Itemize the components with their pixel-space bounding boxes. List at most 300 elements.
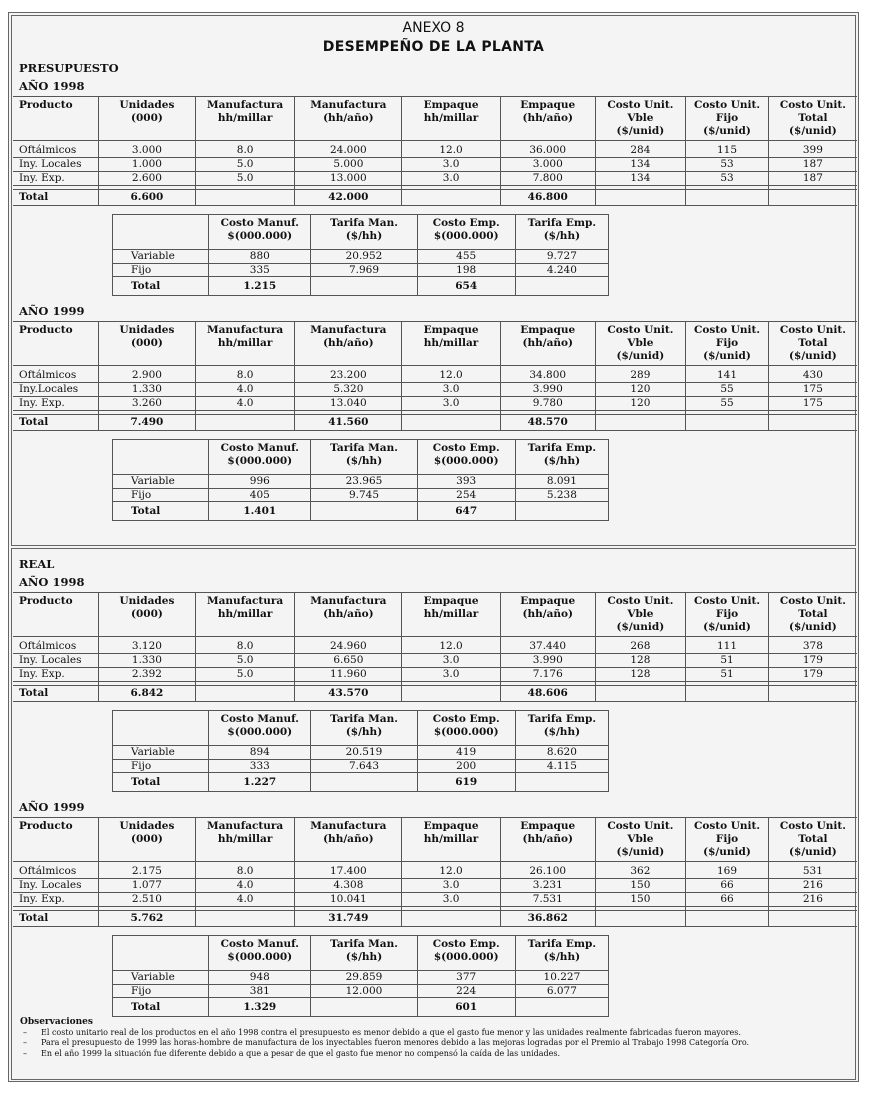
cost-column-header: Costo Emp. $(000.000) (417, 215, 515, 250)
table-cell: 120 (595, 397, 686, 411)
table-cell: 51 (686, 654, 769, 668)
cost-total-cell: 1.401 (209, 502, 311, 521)
section-label: PRESUPUESTO (19, 61, 119, 75)
column-header: Empaque (hh/año) (500, 97, 595, 141)
table-cell: 3.0 (402, 397, 501, 411)
table-cell: 141 (686, 369, 769, 383)
cost-table (112, 439, 609, 521)
column-header: Unidades (000) (99, 322, 196, 366)
table-cell: 24.000 (295, 144, 402, 158)
table-cell: 12.0 (402, 144, 501, 158)
cost-cell: 419 (417, 746, 515, 760)
cost-cell: 880 (209, 250, 311, 264)
table-cell: 1.330 (99, 654, 196, 668)
column-header: Costo Unit. Vble ($/unid) (595, 322, 686, 366)
total-cell (595, 190, 686, 206)
cost-total-cell: 647 (417, 502, 515, 521)
table-cell: 13.000 (295, 172, 402, 186)
cost-column-header: Costo Manuf. $(000.000) (209, 711, 311, 746)
table-cell: 23.200 (295, 369, 402, 383)
table-cell: 3.0 (402, 172, 501, 186)
table-cell: 2.900 (99, 369, 196, 383)
column-header: Producto (13, 818, 99, 862)
cost-cell: 29.859 (311, 971, 417, 985)
table-cell: 187 (768, 172, 857, 186)
table-cell: 55 (686, 397, 769, 411)
cost-total-cell: 619 (417, 773, 515, 792)
cost-cell: Variable (113, 475, 209, 489)
observation-item: – En el año 1999 la situación fue diferente debido a que a pesar de que el gasto fue menor no compensó la caída de las unidades. (20, 1049, 855, 1060)
total-cell: 41.560 (295, 415, 402, 431)
table-cell: 66 (686, 893, 769, 907)
total-cell (595, 415, 686, 431)
table-cell: 9.780 (500, 397, 595, 411)
table-cell: 34.800 (500, 369, 595, 383)
cost-total-cell: Total (113, 277, 209, 296)
table-cell: 51 (686, 668, 769, 682)
total-cell: 7.490 (99, 415, 196, 431)
table-cell: 128 (595, 654, 686, 668)
cost-cell: 20.952 (311, 250, 417, 264)
section-label: REAL (19, 557, 55, 571)
table-cell: Iny. Locales (13, 879, 99, 893)
table-cell: 362 (595, 865, 686, 879)
table-row (13, 158, 857, 172)
cost-total-cell: 1.215 (209, 277, 311, 296)
column-header: Costo Unit. Total ($/unid) (768, 593, 857, 637)
cost-column-header: Tarifa Emp. ($/hh) (515, 936, 608, 971)
cost-total-cell: 654 (417, 277, 515, 296)
table-cell: 3.990 (500, 654, 595, 668)
total-cell (768, 911, 857, 927)
column-header: Costo Unit. Vble ($/unid) (595, 818, 686, 862)
cost-column-header: Costo Manuf. $(000.000) (209, 936, 311, 971)
table-cell: 4.0 (195, 879, 295, 893)
table-cell: 8.0 (195, 144, 295, 158)
total-cell: 43.570 (295, 686, 402, 702)
cost-table (112, 710, 609, 792)
cost-cell: Fijo (113, 759, 209, 773)
production-table (13, 96, 857, 206)
cost-total-cell (515, 773, 608, 792)
column-header: Manufactura (hh/año) (295, 593, 402, 637)
table-cell: 3.0 (402, 879, 501, 893)
cost-cell: Fijo (113, 984, 209, 998)
column-header: Empaque (hh/año) (500, 593, 595, 637)
total-cell (195, 190, 295, 206)
total-cell: 6.600 (99, 190, 196, 206)
cost-cell: Fijo (113, 263, 209, 277)
cost-total-cell (515, 277, 608, 296)
table-cell: 55 (686, 383, 769, 397)
cost-column-header: Costo Manuf. $(000.000) (209, 215, 311, 250)
cost-cell: 9.745 (311, 488, 417, 502)
year-label: AÑO 1999 (19, 800, 85, 814)
table-cell: 3.990 (500, 383, 595, 397)
table-cell: 3.000 (500, 158, 595, 172)
cost-row (113, 984, 609, 998)
cost-cell: 12.000 (311, 984, 417, 998)
cost-cell: 5.238 (515, 488, 608, 502)
table-cell: 8.0 (195, 369, 295, 383)
cost-cell: 7.969 (311, 263, 417, 277)
table-cell: Oftálmicos (13, 640, 99, 654)
cost-table (112, 214, 609, 296)
cost-total-cell (311, 773, 417, 792)
cost-cell: Fijo (113, 488, 209, 502)
table-cell: Iny. Exp. (13, 893, 99, 907)
table-cell: 169 (686, 865, 769, 879)
cost-cell: 7.643 (311, 759, 417, 773)
table-cell: 2.510 (99, 893, 196, 907)
total-cell (686, 686, 769, 702)
column-header: Costo Unit. Total ($/unid) (768, 322, 857, 366)
table-cell: Oftálmicos (13, 865, 99, 879)
table-cell: 37.440 (500, 640, 595, 654)
table-row (13, 397, 857, 411)
table-cell: Oftálmicos (13, 144, 99, 158)
column-header: Costo Unit. Total ($/unid) (768, 818, 857, 862)
cost-total-cell: 1.227 (209, 773, 311, 792)
total-cell (595, 911, 686, 927)
table-cell: 115 (686, 144, 769, 158)
cost-column-header: Costo Emp. $(000.000) (417, 711, 515, 746)
cost-column-header: Tarifa Man. ($/hh) (311, 936, 417, 971)
table-cell: Iny. Locales (13, 654, 99, 668)
total-cell: Total (13, 415, 99, 431)
cost-column-header: Costo Manuf. $(000.000) (209, 440, 311, 475)
cost-cell: Variable (113, 746, 209, 760)
table-cell: Iny.Locales (13, 383, 99, 397)
column-header: Costo Unit. Fijo ($/unid) (686, 322, 769, 366)
column-header: Costo Unit. Vble ($/unid) (595, 593, 686, 637)
table-cell: 4.0 (195, 893, 295, 907)
real-section (12, 557, 855, 1017)
cost-cell: 996 (209, 475, 311, 489)
cost-cell: 333 (209, 759, 311, 773)
table-cell: 120 (595, 383, 686, 397)
table-cell: 1.077 (99, 879, 196, 893)
column-header: Empaque hh/millar (402, 322, 501, 366)
cost-total-cell (311, 998, 417, 1017)
column-header: Empaque hh/millar (402, 818, 501, 862)
table-cell: Oftálmicos (13, 369, 99, 383)
total-cell: 36.862 (500, 911, 595, 927)
total-cell (686, 190, 769, 206)
table-cell: 8.0 (195, 865, 295, 879)
cost-total-cell: Total (113, 502, 209, 521)
cost-row (113, 759, 609, 773)
column-header: Costo Unit. Vble ($/unid) (595, 97, 686, 141)
table-cell: 8.0 (195, 640, 295, 654)
total-cell (768, 415, 857, 431)
cost-cell: Variable (113, 250, 209, 264)
year-label: AÑO 1998 (19, 575, 85, 589)
table-cell: Iny. Locales (13, 158, 99, 172)
total-row (13, 911, 857, 927)
cost-cell: 381 (209, 984, 311, 998)
total-cell (768, 686, 857, 702)
cost-column-header (113, 936, 209, 971)
total-cell: Total (13, 911, 99, 927)
cost-cell: 894 (209, 746, 311, 760)
production-table (13, 817, 857, 927)
table-cell: 66 (686, 879, 769, 893)
total-cell (402, 911, 501, 927)
table-cell: 53 (686, 158, 769, 172)
column-header: Manufactura (hh/año) (295, 322, 402, 366)
total-cell (768, 190, 857, 206)
cost-total-cell (311, 277, 417, 296)
column-header: Costo Unit. Fijo ($/unid) (686, 818, 769, 862)
cost-column-header (113, 440, 209, 475)
table-cell: 3.231 (500, 879, 595, 893)
cost-column-header: Tarifa Emp. ($/hh) (515, 711, 608, 746)
cost-column-header: Costo Emp. $(000.000) (417, 440, 515, 475)
table-cell: 399 (768, 144, 857, 158)
total-cell (195, 686, 295, 702)
cost-row (113, 971, 609, 985)
column-header: Costo Unit. Fijo ($/unid) (686, 97, 769, 141)
table-cell: 3.0 (402, 668, 501, 682)
table-cell: 4.308 (295, 879, 402, 893)
annex-title: ANEXO 8 (402, 20, 465, 36)
cost-total-cell: Total (113, 773, 209, 792)
table-cell: 3.000 (99, 144, 196, 158)
column-header: Manufactura hh/millar (195, 322, 295, 366)
cost-cell: 8.620 (515, 746, 608, 760)
table-cell: 216 (768, 879, 857, 893)
table-cell: 5.0 (195, 158, 295, 172)
total-cell (686, 415, 769, 431)
table-cell: 179 (768, 668, 857, 682)
table-cell: 10.041 (295, 893, 402, 907)
table-cell: 4.0 (195, 397, 295, 411)
table-cell: 134 (595, 158, 686, 172)
cost-row (113, 746, 609, 760)
cost-total-cell: Total (113, 998, 209, 1017)
column-header: Manufactura hh/millar (195, 818, 295, 862)
table-cell: 150 (595, 893, 686, 907)
column-header: Unidades (000) (99, 818, 196, 862)
table-cell: Iny. Exp. (13, 397, 99, 411)
table-cell: 7.531 (500, 893, 595, 907)
table-row (13, 879, 857, 893)
column-header: Empaque hh/millar (402, 97, 501, 141)
table-row (13, 172, 857, 186)
table-cell: Iny. Exp. (13, 172, 99, 186)
total-row (13, 190, 857, 206)
column-header: Producto (13, 322, 99, 366)
cost-total-row (113, 277, 609, 296)
table-cell: 175 (768, 383, 857, 397)
table-cell: 3.260 (99, 397, 196, 411)
table-cell: 53 (686, 172, 769, 186)
column-header: Producto (13, 97, 99, 141)
total-cell (686, 911, 769, 927)
table-cell: 531 (768, 865, 857, 879)
table-cell: 12.0 (402, 865, 501, 879)
cost-column-header: Tarifa Emp. ($/hh) (515, 440, 608, 475)
table-cell: 150 (595, 879, 686, 893)
table-cell: 12.0 (402, 369, 501, 383)
total-cell: 31.749 (295, 911, 402, 927)
table-cell: 26.100 (500, 865, 595, 879)
table-row (13, 640, 857, 654)
cost-cell: 4.115 (515, 759, 608, 773)
presupuesto-panel (11, 15, 856, 546)
observation-item: – Para el presupuesto de 1999 las horas-hombre de manufactura de los inyectables fueron menores debido a las mejoras logradas por el Premio al Trabajo 1998 Categoría Oro. (20, 1038, 855, 1049)
total-cell: 5.762 (99, 911, 196, 927)
cost-cell: 198 (417, 263, 515, 277)
total-cell: 48.606 (500, 686, 595, 702)
cost-cell: 393 (417, 475, 515, 489)
table-row (13, 654, 857, 668)
table-cell: 5.000 (295, 158, 402, 172)
total-cell: 46.800 (500, 190, 595, 206)
cost-cell: 335 (209, 263, 311, 277)
table-cell: 187 (768, 158, 857, 172)
table-cell: 7.800 (500, 172, 595, 186)
table-cell: 17.400 (295, 865, 402, 879)
column-header: Empaque hh/millar (402, 593, 501, 637)
column-header: Manufactura hh/millar (195, 97, 295, 141)
table-cell: 430 (768, 369, 857, 383)
total-cell (402, 190, 501, 206)
table-cell: 13.040 (295, 397, 402, 411)
cost-total-row (113, 998, 609, 1017)
cost-cell: 10.227 (515, 971, 608, 985)
table-cell: 6.650 (295, 654, 402, 668)
table-cell: 3.120 (99, 640, 196, 654)
table-cell: 111 (686, 640, 769, 654)
column-header: Unidades (000) (99, 593, 196, 637)
cost-row (113, 488, 609, 502)
column-header: Manufactura (hh/año) (295, 97, 402, 141)
table-cell: 284 (595, 144, 686, 158)
cost-cell: 4.240 (515, 263, 608, 277)
cost-cell: 254 (417, 488, 515, 502)
table-cell: 5.0 (195, 654, 295, 668)
observations-heading: Observaciones (20, 1017, 93, 1027)
cost-cell: 405 (209, 488, 311, 502)
cost-cell: Variable (113, 971, 209, 985)
cost-total-cell (311, 502, 417, 521)
column-header: Producto (13, 593, 99, 637)
table-row (13, 668, 857, 682)
cost-column-header (113, 215, 209, 250)
table-cell: 3.0 (402, 893, 501, 907)
table-cell: 1.000 (99, 158, 196, 172)
table-cell: 2.175 (99, 865, 196, 879)
table-cell: 268 (595, 640, 686, 654)
cost-table (112, 935, 609, 1017)
cost-total-cell (515, 502, 608, 521)
cost-column-header: Tarifa Emp. ($/hh) (515, 215, 608, 250)
cost-total-cell (515, 998, 608, 1017)
cost-total-cell: 601 (417, 998, 515, 1017)
column-header: Unidades (000) (99, 97, 196, 141)
real-panel (11, 548, 856, 1080)
cost-column-header (113, 711, 209, 746)
observations (12, 1017, 855, 1059)
observation-item: – El costo unitario real de los productos en el año 1998 contra el presupuesto es menor debido a que el gasto fue menor y las unidades realmente fabricadas fueron mayores. (20, 1028, 855, 1039)
production-table (13, 321, 857, 431)
cost-cell: 224 (417, 984, 515, 998)
total-cell: Total (13, 686, 99, 702)
table-cell: 3.0 (402, 158, 501, 172)
total-cell (402, 415, 501, 431)
total-cell: 48.570 (500, 415, 595, 431)
annex-subtitle: DESEMPEÑO DE LA PLANTA (322, 39, 545, 55)
table-row (13, 369, 857, 383)
table-row (13, 144, 857, 158)
column-header: Manufactura (hh/año) (295, 818, 402, 862)
total-row (13, 415, 857, 431)
cost-column-header: Tarifa Man. ($/hh) (311, 711, 417, 746)
table-cell: 7.176 (500, 668, 595, 682)
cost-row (113, 475, 609, 489)
total-cell: Total (13, 190, 99, 206)
column-header: Manufactura hh/millar (195, 593, 295, 637)
cost-column-header: Tarifa Man. ($/hh) (311, 215, 417, 250)
cost-total-cell: 1.329 (209, 998, 311, 1017)
cost-cell: 377 (417, 971, 515, 985)
cost-cell: 455 (417, 250, 515, 264)
table-cell: Iny. Exp. (13, 668, 99, 682)
column-header: Empaque (hh/año) (500, 322, 595, 366)
cost-column-header: Costo Emp. $(000.000) (417, 936, 515, 971)
cost-cell: 8.091 (515, 475, 608, 489)
column-header: Empaque (hh/año) (500, 818, 595, 862)
cost-cell: 200 (417, 759, 515, 773)
total-cell (595, 686, 686, 702)
table-cell: 11.960 (295, 668, 402, 682)
total-cell (195, 415, 295, 431)
production-table (13, 592, 857, 702)
cost-total-row (113, 773, 609, 792)
cost-cell: 9.727 (515, 250, 608, 264)
total-cell: 42.000 (295, 190, 402, 206)
table-cell: 5.0 (195, 668, 295, 682)
table-cell: 2.600 (99, 172, 196, 186)
cost-cell: 6.077 (515, 984, 608, 998)
table-cell: 378 (768, 640, 857, 654)
presupuesto-section (12, 61, 855, 521)
total-cell (195, 911, 295, 927)
annex-frame (8, 12, 859, 1082)
table-row (13, 383, 857, 397)
table-cell: 128 (595, 668, 686, 682)
table-cell: 5.320 (295, 383, 402, 397)
cost-total-row (113, 502, 609, 521)
cost-column-header: Tarifa Man. ($/hh) (311, 440, 417, 475)
table-cell: 2.392 (99, 668, 196, 682)
table-cell: 3.0 (402, 654, 501, 668)
total-row (13, 686, 857, 702)
table-cell: 289 (595, 369, 686, 383)
table-cell: 216 (768, 893, 857, 907)
total-cell (402, 686, 501, 702)
year-label: AÑO 1998 (19, 79, 85, 93)
table-cell: 3.0 (402, 383, 501, 397)
cost-cell: 20.519 (311, 746, 417, 760)
table-cell: 4.0 (195, 383, 295, 397)
cost-cell: 23.965 (311, 475, 417, 489)
table-cell: 36.000 (500, 144, 595, 158)
year-label: AÑO 1999 (19, 304, 85, 318)
table-row (13, 865, 857, 879)
